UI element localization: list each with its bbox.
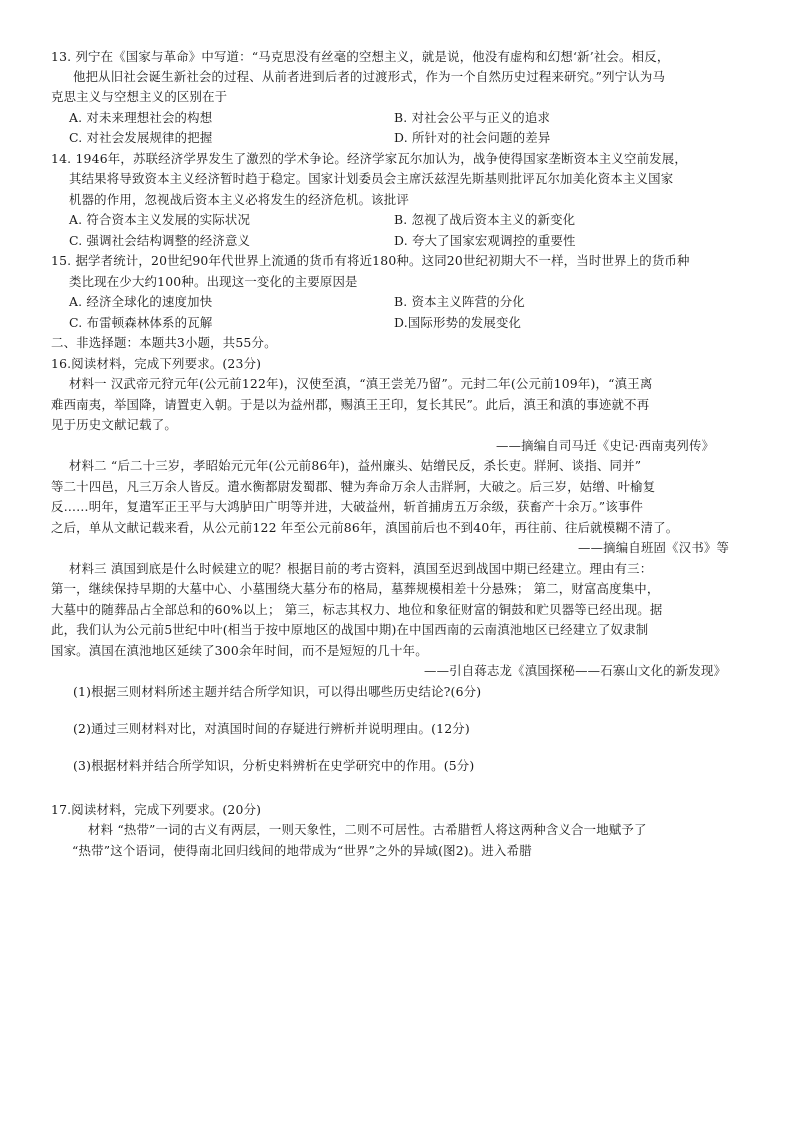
q17-material-line2: “热带”这个语词，使得南北回归线间的地带成为“世界”之外的异域(图2)。进入希腊 bbox=[72, 843, 532, 858]
q16-material1-line3: 见于历史文献记载了。 bbox=[51, 417, 177, 432]
q13-stem-line3: 克思主义与空想主义的区别在于 bbox=[51, 89, 228, 104]
q16-material1-line1: 材料一 汉武帝元狩元年(公元前122年)，汉使至滇，“滇王尝羌乃留”。元封二年(公元前109年)，“滇王离 bbox=[69, 376, 653, 391]
q17-material-line1: 材料 “热带”一词的古义有两层，一则天象性，二则不可居性。古希腊哲人将这两种含义合一地赋予了 bbox=[88, 822, 647, 837]
q16-material2-line4: 之后，单从文献记载来看，从公元前122 年至公元前86年，滇国前后也不到40年，再往前、往后就模糊不清了。 bbox=[51, 520, 679, 535]
q16-subquestion-2: (2)通过三则材料对比，对滇国时间的存疑进行辨析并说明理由。(12分) bbox=[73, 721, 470, 736]
q15-stem-line2: 类比现在少大约100种。出现这一变化的主要原因是 bbox=[69, 274, 358, 289]
q16-material3-source: ——引自蒋志龙《滇国探秘——石寨山文化的新发现》 bbox=[424, 663, 727, 678]
q13-option-b: B. 对社会公平与正义的追求 bbox=[394, 110, 551, 125]
q16-material2-source: ——摘编自班固《汉书》等 bbox=[578, 540, 730, 555]
q13-option-d: D. 所针对的社会问题的差异 bbox=[394, 130, 551, 145]
q16-material2-line3: 反……明年，复遣军正王平与大鸿胪田广明等并进，大破益州，斩首捕虏五万余级，获畜产十余万。”该事件 bbox=[51, 499, 644, 514]
q14-stem-line1: 14. 1946年，苏联经济学界发生了激烈的学术争论。经济学家瓦尔加认为，战争使得国家垄断资本主义空前发展， bbox=[51, 151, 687, 166]
section2-header: 二、非选择题：本题共3小题，共55分。 bbox=[51, 335, 277, 350]
q14-stem-line3: 机器的作用，忽视战后资本主义必将发生的经济危机。该批评 bbox=[69, 192, 409, 207]
q14-option-d: D. 夸大了国家宏观调控的重要性 bbox=[394, 233, 576, 248]
q14-option-a: A. 符合资本主义发展的实际状况 bbox=[69, 212, 251, 227]
q13-stem-line2: 他把从旧社会诞生新社会的过程、从前者进到后者的过渡形式，作为一个自然历史过程来研究。”列宁认为马 bbox=[73, 69, 666, 84]
q16-material3-line3: 大墓中的随葬品占全部总和的60%以上； 第三，标志其权力、地位和象征财富的铜鼓和贮贝器等已经出现。据 bbox=[51, 602, 663, 617]
q16-material3-line1: 材料三 滇国到底是什么时候建立的呢？根据目前的考古资料，滇国至迟到战国中期已经建立。理由有三： bbox=[69, 561, 653, 576]
q15-option-d: D.国际形势的发展变化 bbox=[394, 315, 522, 330]
q16-subquestion-1: (1)根据三则材料所述主题并结合所学知识，可以得出哪些历史结论?(6分) bbox=[73, 684, 482, 699]
q16-material2-line1: 材料二 “后二十三岁，孝昭始元元年(公元前86年)，益州廉头、姑缯民反，杀长吏。牂牁、谈指、同并” bbox=[69, 458, 642, 473]
q16-material1-line2: 难西南夷，举国降，请置吏入朝。于是以为益州郡，赐滇王王印，复长其民”。此后，滇王和滇的事迹就不再 bbox=[51, 397, 650, 412]
q16-material2-line2: 等二十四邑，凡三万余人皆反。遣水衡都尉发蜀郡、犍为奔命万余人击牂牁，大破之。后三岁，姑缯、叶榆复 bbox=[51, 479, 656, 494]
q15-option-a: A. 经济全球化的速度加快 bbox=[69, 294, 213, 309]
q13-stem-line1: 13. 列宁在《国家与革命》中写道：“马克思没有丝毫的空想主义，就是说，他没有虚构和幻想‘新’社会。相反， bbox=[51, 49, 670, 64]
q16-material1-source: ——摘编自司马迁《史记·西南夷列传》 bbox=[496, 438, 715, 453]
q13-option-c: C. 对社会发展规律的把握 bbox=[69, 130, 213, 145]
q16-material3-line2: 第一，继续保持早期的大墓中心、小墓围绕大墓分布的格局，墓葬规模相差十分悬殊； 第二，财富高度集中， bbox=[51, 581, 660, 596]
q14-option-c: C. 强调社会结构调整的经济意义 bbox=[69, 233, 251, 248]
q14-option-b: B. 忽视了战后资本主义的新变化 bbox=[394, 212, 576, 227]
q16-material3-line5: 国家。滇国在滇池地区延续了300余年时间，而不是短短的几十年。 bbox=[51, 643, 428, 658]
q16-material3-line4: 此，我们认为公元前5世纪中叶(相当于按中原地区的战国中期)在中国西南的云南滇池地区已经建立了奴隶制 bbox=[51, 622, 649, 637]
q15-option-b: B. 资本主义阵营的分化 bbox=[394, 294, 525, 309]
q14-stem-line2: 其结果将导致资本主义经济暂时趋于稳定。国家计划委员会主席沃兹涅先斯基则批评瓦尔加美化资本主义国家 bbox=[69, 171, 674, 186]
q15-stem-line1: 15. 据学者统计，20世纪90年代世界上流通的货币有将近180种。这同20世纪初期大不一样，当时世界上的货币种 bbox=[51, 253, 690, 268]
q15-option-c: C. 布雷顿森林体系的瓦解 bbox=[69, 315, 213, 330]
q16-subquestion-3: (3)根据材料并结合所学知识，分析史料辨析在史学研究中的作用。(5分) bbox=[73, 758, 475, 773]
q16-title: 16.阅读材料，完成下列要求。(23分) bbox=[51, 356, 262, 371]
q13-option-a: A. 对未来理想社会的构想 bbox=[69, 110, 213, 125]
q17-title: 17.阅读材料，完成下列要求。(20分) bbox=[51, 802, 262, 817]
